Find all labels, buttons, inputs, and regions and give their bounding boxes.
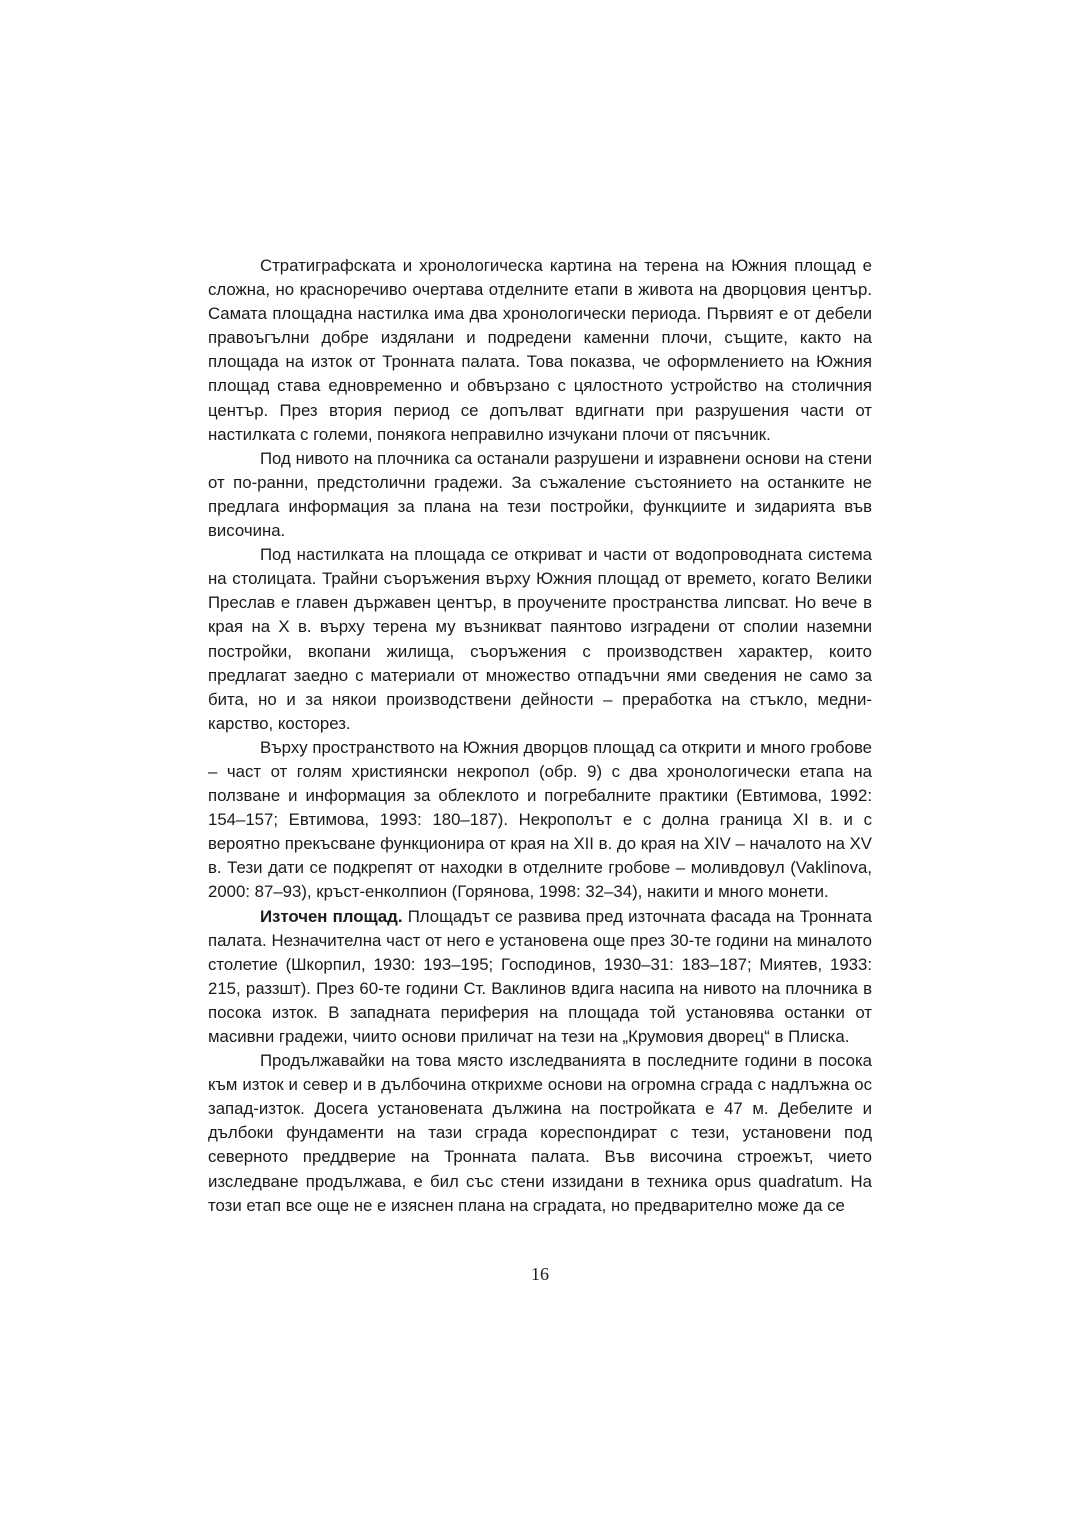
body-text: [208, 254, 872, 1218]
paragraph-water-supply: Под настилката на площада се откриват и части от водопроводната система на столицата. Трайни съоръжения върху Южния площад от времето, когато Велики Преслав е главен държавен център, в проучените пространства липсват. Но вече в края на X в. върху терена му възникват паянтово изградени от сполии наземни постройки, вкопани жилища, съоръжения с производствен характер, които предлагат заедно с материали от множество отпадъчни ями сведения не само за бита, но и за някои производствени дейности – преработка на стъкло, медникарство, косторез.: [208, 545, 872, 733]
paragraph-stratigraphy: Стратиграфската и хронологическа картина на терена на Южния площад е сложна, но красноречиво очертава отделните етапи в живота на дворцовия център. Самата площадна настилка има два хронологически периода. Първият е от дебели правоъгълни добре издялани и подредени каменни плочи, същите, както на площада на изток от Тронната палата. Това показва, че оформлението на Южния площад става едновременно и обвързано с цялостното устройство на столичния център. През втория период се допълват вдигнати при разрушения части от настилката с големи, понякога неправилно изчукани плочи от пясъчник.: [208, 256, 872, 444]
paragraph-pavement-foundations: Под нивото на плочника са останали разрушени и изравнени основи на стени от по-ранни, предстолични градежи. За съжаление състоянието на останките не предлага информация за плана на тези постройки, функциите и зидарията във височина.: [208, 448, 872, 541]
paragraph-eastern-square-text: Площадът се развива пред източната фасада на Тронната палата. Незначителна част от него е установена още през 30-те години на миналото столетие (Шкорпил, 1930: 193–195; Господинов, 1930–31: 183–187; Миятев, 1933: 215, раззшт). През 60-те години Ст. Ваклинов вдига насипа на нивото на плочника в посока изток. В западната периферия на площада той установява останки от масивни градежи, чиито основи приличат на тези на „Крумовия дворец“ в Плиска.: [208, 906, 872, 1046]
section-heading-eastern-square: Източен площад.: [260, 906, 403, 926]
page-number: 16: [531, 1264, 549, 1284]
paragraph-excavations: Продължавайки на това място изследванията в последните години в посока към изток и север и в дълбочина открихме основи на огромна сграда с надлъжна ос запад-изток. Досега установената дължина на постройката е 47 м. Дебелите и дълбоки фундаменти на тази сграда кореспондират с тези, установени под северното преддверие на Тронната палата. Във височина строежът, чието изследване продължава, е бил със стени иззидани в техника opus quadratum. На този етап все още не е изяснен плана на сградата, но предварително може да се: [208, 1051, 872, 1215]
paragraph-eastern-square: [208, 905, 872, 1050]
paragraph-necropolis: Върху пространството на Южния дворцов площад са открити и много гробове – част от голям християнски некропол (обр. 9) с два хронологически етапа на ползване и информация за облеклото и погребалните практики (Евтимова, 1992: 154–157; Евтимова, 1993: 180–187). Некрополът е с долна граница XI в. и с вероятно прекъсване функционира от края на XII в. до края на XIV – началото на XV в. Тези дати се подкрепят от находки в отделните гробове – моливдовул (Vaklinova, 2000: 87–93), кръст-енколпион (Горянова, 1998: 32–34), накити и много монети.: [208, 737, 872, 902]
